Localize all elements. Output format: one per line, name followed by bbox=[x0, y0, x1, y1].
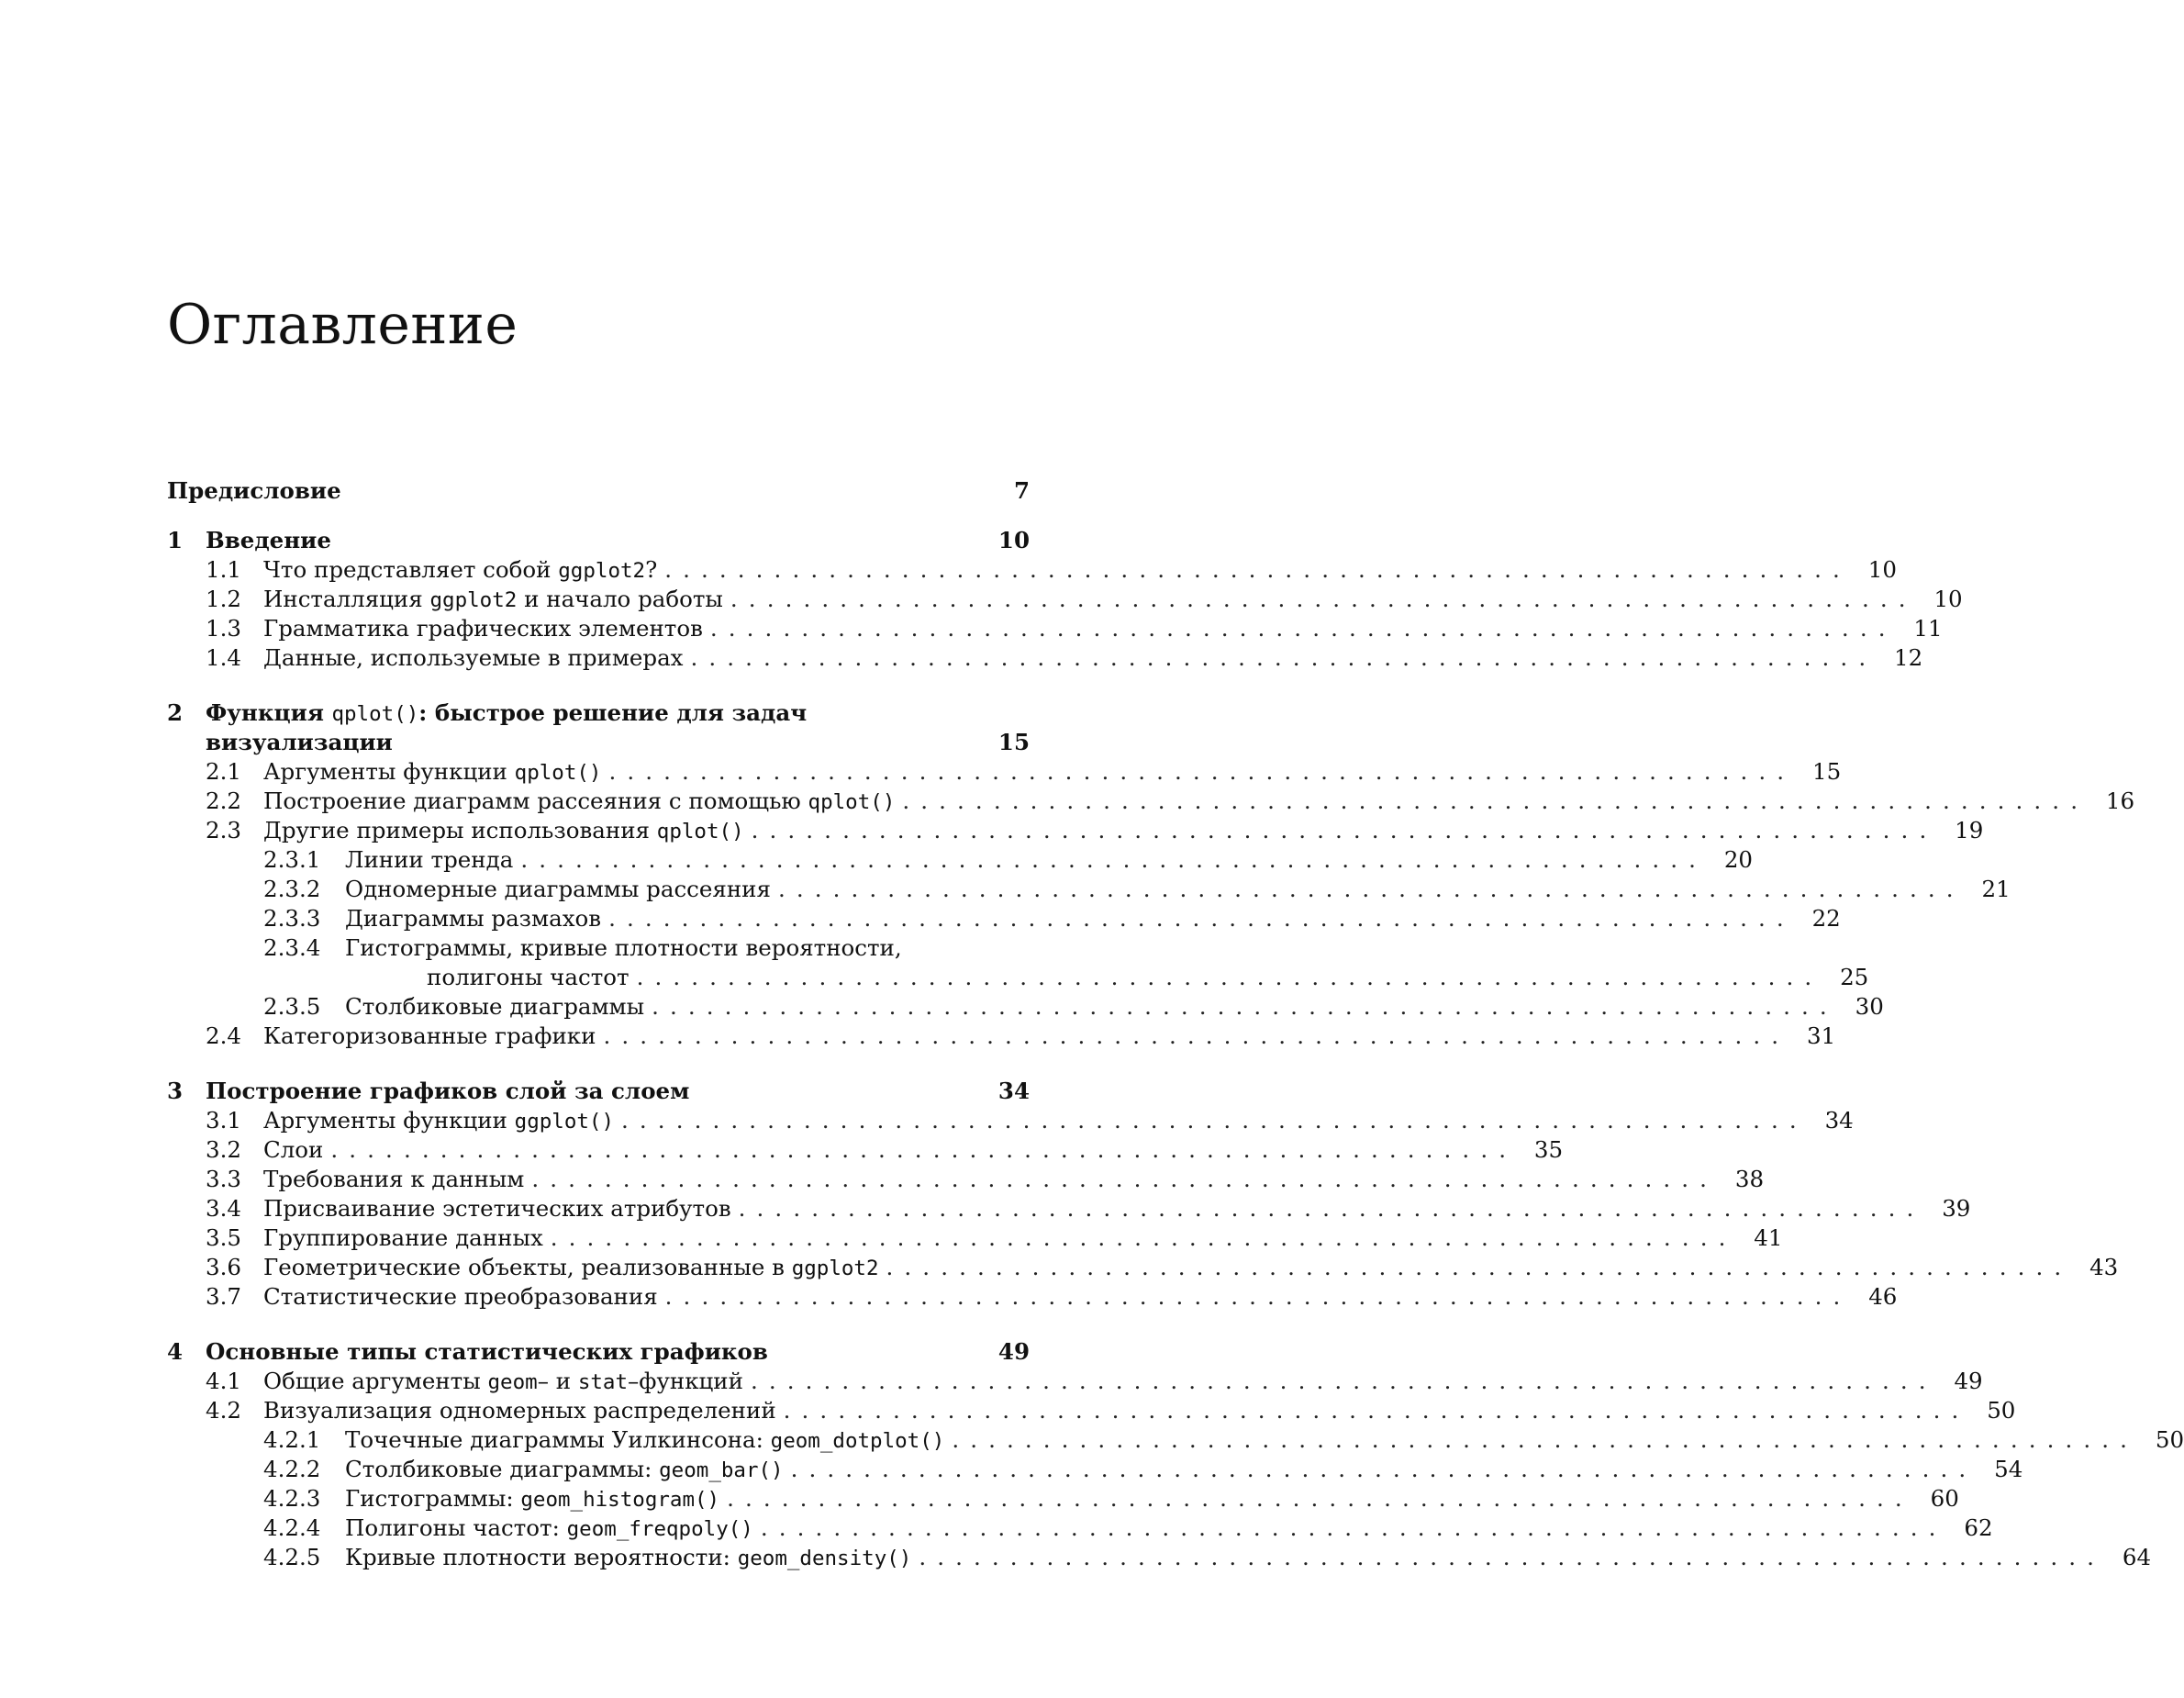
toc-page-number: 41 bbox=[1754, 1224, 1783, 1251]
toc-section-number: 2.4 bbox=[206, 1022, 241, 1049]
toc-chapter-number: 1 bbox=[167, 527, 184, 553]
toc-page-number: 35 bbox=[1533, 1136, 1564, 1163]
toc-subsection-number: 2.3.2 bbox=[263, 876, 321, 902]
toc-subsection-title: Линии тренда bbox=[345, 846, 514, 873]
toc-page-number: 30 bbox=[1855, 993, 1884, 1020]
toc-subsection-4-2-2[interactable] bbox=[167, 1455, 2023, 1484]
toc-leader-dots: ................................................................. bbox=[608, 758, 1796, 785]
toc-subsection-2-3-2[interactable] bbox=[167, 875, 2011, 904]
toc-subsection-4-2-3[interactable] bbox=[167, 1484, 1959, 1514]
toc-section-1-4[interactable] bbox=[167, 643, 1923, 673]
toc-section-number: 3.6 bbox=[206, 1254, 241, 1280]
toc-subsection-number: 2.3.5 bbox=[263, 993, 321, 1020]
toc-leader-dots: ................................................................. bbox=[652, 993, 1838, 1020]
toc-leader-dots: ................................................................. bbox=[730, 586, 1917, 612]
toc-leader-dots: ................................................................. bbox=[520, 846, 1708, 873]
toc-subsection-number: 2.3.4 bbox=[263, 934, 321, 961]
toc-chapter-3 bbox=[167, 1077, 2119, 1312]
toc-page-number: 50 bbox=[2155, 1426, 2184, 1453]
toc-chapter-title: Введение bbox=[206, 527, 331, 553]
toc-leader-dots: ................................................................. bbox=[750, 1368, 1937, 1394]
toc-leader-dots: ................................................................. bbox=[636, 964, 1823, 990]
toc-subsection-title: Столбиковые диаграммы bbox=[345, 993, 645, 1020]
toc-chapter-2 bbox=[167, 698, 2135, 1051]
toc-subsection-4-2-1[interactable] bbox=[167, 1425, 2184, 1455]
toc-page-number: 15 bbox=[1812, 758, 1842, 785]
toc-section-number: 1.2 bbox=[206, 586, 241, 612]
toc-section-3-1[interactable] bbox=[167, 1106, 1854, 1135]
toc-entry-preface[interactable] bbox=[167, 476, 1030, 506]
toc-leader-dots: ................................................................. bbox=[727, 1485, 1913, 1512]
toc-subsection-title: Одномерные диаграммы рассеяния bbox=[345, 876, 771, 902]
toc-page-number: 39 bbox=[1942, 1195, 1971, 1222]
toc-leader-dots: ................................................................. bbox=[777, 876, 1965, 902]
toc-subsection-title: Кривые плотности вероятности: geom_density() bbox=[345, 1544, 912, 1570]
toc-subsection-title-line2: полигоны частот bbox=[427, 964, 630, 990]
toc-chapter-title: Построение графиков слой за слоем bbox=[206, 1078, 690, 1104]
toc-section-number: 3.1 bbox=[206, 1107, 241, 1134]
toc-section-4-2[interactable] bbox=[167, 1396, 2016, 1425]
toc-subsection-title: Полигоны частот: geom_freqpoly() bbox=[345, 1514, 753, 1541]
toc-section-title: Требования к данным bbox=[263, 1166, 525, 1192]
toc-subsection-number: 4.2.3 bbox=[263, 1485, 321, 1512]
toc-section-number: 3.2 bbox=[206, 1136, 241, 1163]
toc-subsection-number: 4.2.2 bbox=[263, 1456, 321, 1482]
toc-section-number: 3.4 bbox=[206, 1195, 241, 1222]
toc-section-title: Общие аргументы geom– и stat–функций bbox=[263, 1368, 743, 1394]
toc-page-number: 10 bbox=[997, 527, 1030, 553]
toc-section-number: 3.3 bbox=[206, 1166, 241, 1192]
toc-section-title: Аргументы функции qplot() bbox=[263, 758, 602, 785]
toc-section-number: 1.4 bbox=[206, 644, 241, 671]
toc-leader-dots: ................................................................. bbox=[603, 1022, 1790, 1049]
toc-section-number: 2.3 bbox=[206, 817, 241, 843]
toc-chapter-number: 2 bbox=[167, 699, 184, 726]
toc-leader-dots: ................................................................. bbox=[790, 1456, 1978, 1482]
toc-leader-dots: ................................................................. bbox=[751, 817, 1938, 843]
toc-section-2-4[interactable] bbox=[167, 1022, 1836, 1051]
toc-leader-dots: ................................................................. bbox=[330, 1136, 1518, 1163]
toc-page-number: 34 bbox=[997, 1078, 1030, 1104]
toc-section-title: Что представляет собой ggplot2? bbox=[263, 556, 658, 583]
toc-section-number: 2.2 bbox=[206, 788, 241, 814]
toc-section-number: 3.7 bbox=[206, 1283, 241, 1310]
toc-section-number: 2.1 bbox=[206, 758, 241, 785]
toc-subsection-2-3-5[interactable] bbox=[167, 992, 1884, 1022]
toc-chapter-title: Основные типы статистических графиков bbox=[206, 1338, 768, 1365]
toc-leader-dots: ................................................................. bbox=[709, 615, 1897, 642]
page-title: Оглавление bbox=[167, 293, 518, 357]
toc-page-number: 60 bbox=[1930, 1485, 1959, 1512]
toc-page-number: 25 bbox=[1840, 964, 1869, 990]
toc-section-number: 1.3 bbox=[206, 615, 241, 642]
toc-page-number: 20 bbox=[1723, 846, 1754, 873]
toc-section-1-2[interactable] bbox=[167, 585, 1963, 614]
toc-section-title: Грамматика графических элементов bbox=[263, 615, 703, 642]
toc-subsection-title: Диаграммы размахов bbox=[345, 905, 602, 932]
toc-leader-dots: ................................................................. bbox=[550, 1224, 1737, 1251]
table-of-contents bbox=[167, 476, 2184, 1572]
toc-subsection-number: 4.2.4 bbox=[263, 1514, 321, 1541]
toc-section-title: Данные, используемые в примерах bbox=[263, 644, 684, 671]
toc-chapter-heading-continued[interactable] bbox=[167, 728, 1030, 757]
toc-section-title: Статистические преобразования bbox=[263, 1283, 658, 1310]
toc-section-title: Другие примеры использования qplot() bbox=[263, 817, 744, 843]
toc-leader-dots: ................................................................. bbox=[738, 1195, 1925, 1222]
toc-section-4-1[interactable] bbox=[167, 1367, 1983, 1396]
toc-section-3-7[interactable] bbox=[167, 1282, 1898, 1312]
toc-chapter-heading[interactable] bbox=[167, 526, 1030, 555]
toc-chapter-heading[interactable] bbox=[167, 1077, 1030, 1106]
toc-page-number: 10 bbox=[1867, 556, 1897, 583]
toc-page-number: 43 bbox=[2089, 1254, 2119, 1280]
toc-leader-dots: ................................................................. bbox=[760, 1514, 1947, 1541]
toc-section-1-3[interactable] bbox=[167, 614, 1943, 643]
toc-subsection-2-3-4-continued[interactable] bbox=[167, 963, 1869, 992]
toc-section-title: Инсталляция ggplot2 и начало работы bbox=[263, 586, 723, 612]
toc-subsection-4-2-4[interactable] bbox=[167, 1514, 1993, 1543]
toc-leader-dots: ................................................................. bbox=[902, 788, 2089, 814]
toc-subsection-number: 4.2.5 bbox=[263, 1544, 321, 1570]
toc-section-number: 3.5 bbox=[206, 1224, 241, 1251]
toc-page-number: 49 bbox=[997, 1338, 1030, 1365]
toc-chapter-4 bbox=[167, 1337, 2184, 1572]
toc-page-number: 31 bbox=[1806, 1022, 1836, 1049]
toc-section-2-3[interactable] bbox=[167, 816, 1984, 845]
toc-leader-dots: ................................................................. bbox=[664, 556, 1851, 583]
toc-page-number: 10 bbox=[1933, 586, 1963, 612]
toc-subsection-title: Гистограммы, кривые плотности вероятности, bbox=[345, 934, 902, 961]
toc-section-3-6[interactable] bbox=[167, 1253, 2119, 1282]
toc-page-number: 46 bbox=[1868, 1283, 1898, 1310]
toc-chapter-title: Функция qplot(): быстрое решение для задач bbox=[206, 699, 808, 726]
toc-subsection-number: 2.3.1 bbox=[263, 846, 321, 873]
toc-leader-dots: ................................................................. bbox=[886, 1254, 2073, 1280]
toc-page-number: 21 bbox=[1981, 876, 2011, 902]
toc-section-title: Слои bbox=[263, 1136, 324, 1163]
toc-page-number: 11 bbox=[1913, 615, 1943, 642]
toc-page-number: 64 bbox=[2122, 1544, 2152, 1570]
toc-section-2-2[interactable] bbox=[167, 787, 2135, 816]
toc-subsection-title: Столбиковые диаграммы: geom_bar() bbox=[345, 1456, 784, 1482]
toc-subsection-title: Гистограммы: geom_histogram() bbox=[345, 1485, 720, 1512]
toc-page-number: 22 bbox=[1811, 905, 1841, 932]
toc-subsection-2-3-4[interactable] bbox=[167, 933, 1030, 963]
toc-page-number: 62 bbox=[1964, 1514, 1993, 1541]
toc-leader-dots: ................................................................. bbox=[664, 1283, 1852, 1310]
toc-leader-dots: ................................................................. bbox=[608, 905, 1795, 932]
toc-section-title: Построение диаграмм рассеяния с помощью qplot() bbox=[263, 788, 896, 814]
toc-subsection-2-3-3[interactable] bbox=[167, 904, 1841, 933]
toc-page-number: 54 bbox=[1994, 1456, 2023, 1482]
toc-section-number: 1.1 bbox=[206, 556, 241, 583]
toc-subsection-number: 2.3.3 bbox=[263, 905, 321, 932]
toc-entry-title: Предисловие bbox=[167, 477, 341, 504]
toc-section-2-1[interactable] bbox=[167, 757, 1842, 787]
toc-leader-dots: ................................................................. bbox=[952, 1426, 2139, 1453]
toc-chapter-heading[interactable] bbox=[167, 698, 1030, 728]
toc-section-title: Аргументы функции ggplot() bbox=[263, 1107, 615, 1134]
toc-leader-dots: ................................................................. bbox=[783, 1397, 1970, 1424]
toc-page-number: 19 bbox=[1955, 817, 1984, 843]
toc-subsection-title: Точечные диаграммы Уилкинсона: geom_dotplot() bbox=[345, 1426, 945, 1453]
toc-chapter-number: 4 bbox=[167, 1338, 184, 1365]
toc-page-number: 12 bbox=[1894, 644, 1923, 671]
toc-subsection-4-2-5[interactable] bbox=[167, 1543, 2152, 1572]
toc-subsection-2-3-1[interactable] bbox=[167, 845, 1754, 875]
toc-subsection-number: 4.2.1 bbox=[263, 1426, 321, 1453]
toc-section-title: Группирование данных bbox=[263, 1224, 543, 1251]
toc-section-title: Присваивание эстетических атрибутов bbox=[263, 1195, 731, 1222]
toc-section-number: 4.1 bbox=[206, 1368, 241, 1394]
toc-leader-dots: ................................................................. bbox=[531, 1166, 1719, 1192]
toc-page-number: 38 bbox=[1734, 1166, 1765, 1192]
toc-chapter-1 bbox=[167, 526, 1963, 673]
toc-section-1-1[interactable] bbox=[167, 555, 1897, 585]
toc-page-number: 49 bbox=[1954, 1368, 1983, 1394]
toc-page-number: 34 bbox=[1824, 1107, 1854, 1134]
toc-leader-dots: ................................................................. bbox=[919, 1544, 2106, 1570]
toc-section-3-2[interactable] bbox=[167, 1135, 1564, 1165]
toc-page-number: 50 bbox=[1987, 1397, 2016, 1424]
toc-section-3-3[interactable] bbox=[167, 1165, 1765, 1194]
toc-section-title: Категоризованные графики bbox=[263, 1022, 596, 1049]
toc-section-title: Геометрические объекты, реализованные в ggplot2 bbox=[263, 1254, 879, 1280]
toc-page-number: 7 bbox=[1013, 477, 1030, 504]
toc-chapter-heading[interactable] bbox=[167, 1337, 1030, 1367]
toc-chapter-number: 3 bbox=[167, 1078, 184, 1104]
toc-section-number: 4.2 bbox=[206, 1397, 241, 1424]
toc-leader-dots: ................................................................. bbox=[690, 644, 1878, 671]
toc-section-title: Визуализация одномерных распределений bbox=[263, 1397, 776, 1424]
toc-chapter-title-line2: визуализации bbox=[206, 729, 393, 755]
toc-leader-dots: ................................................................. bbox=[621, 1107, 1808, 1134]
toc-page-number: 16 bbox=[2105, 788, 2135, 814]
toc-section-3-4[interactable] bbox=[167, 1194, 1971, 1223]
toc-page-number: 15 bbox=[997, 729, 1030, 755]
toc-section-3-5[interactable] bbox=[167, 1223, 1783, 1253]
